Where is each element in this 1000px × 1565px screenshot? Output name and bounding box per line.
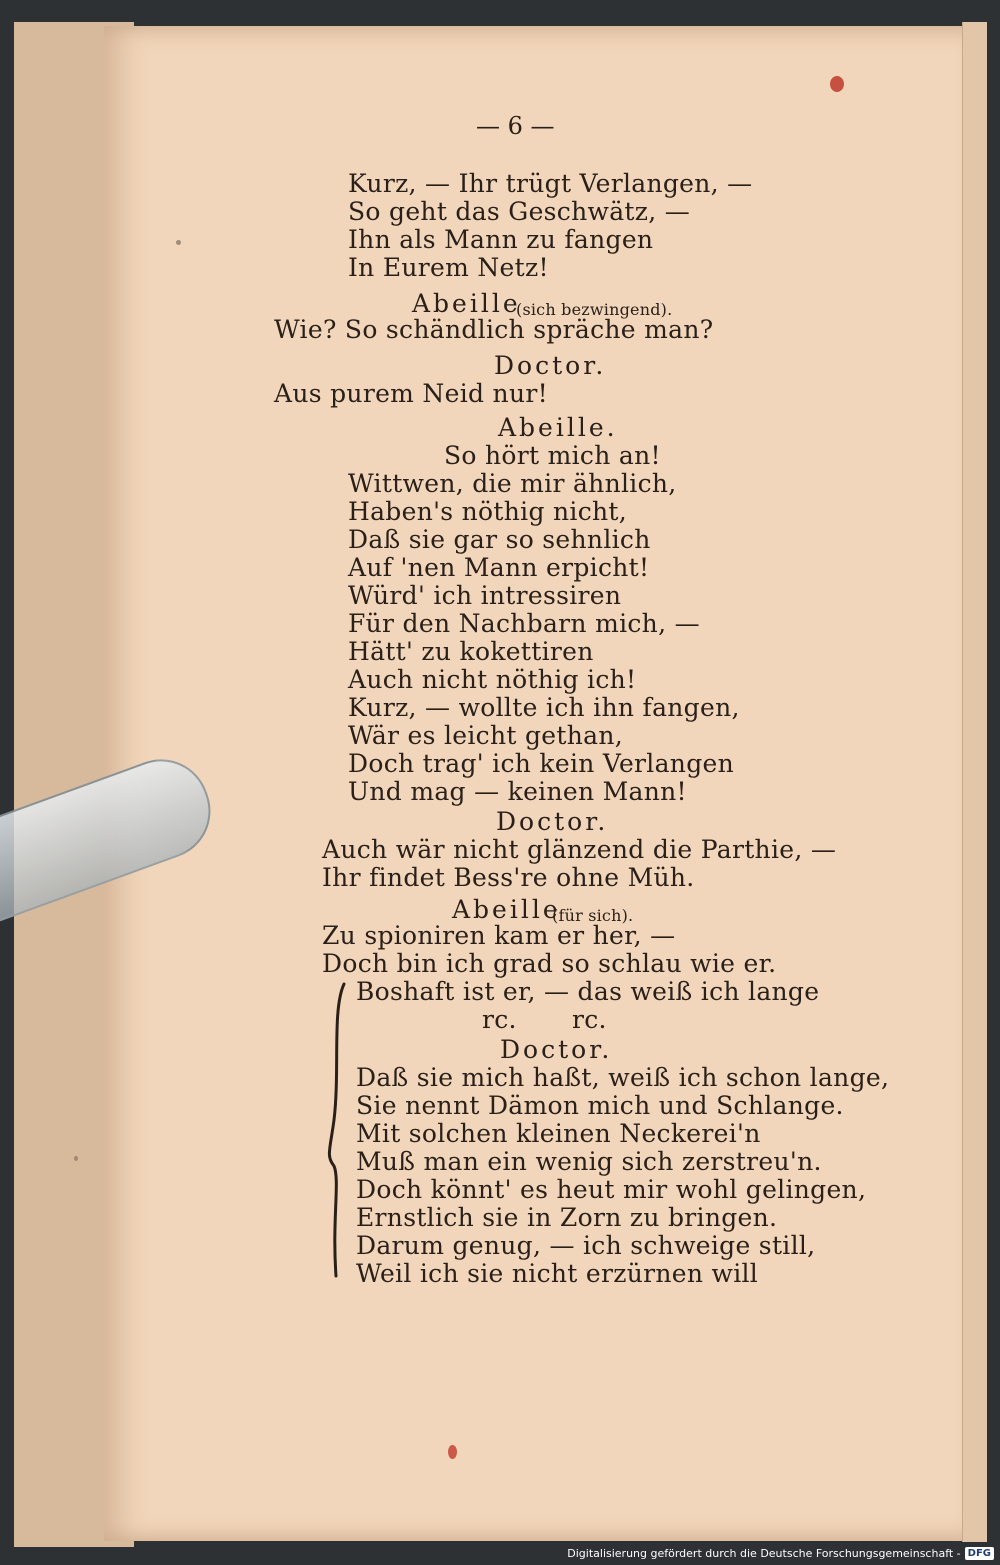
dirt-spot	[74, 1156, 78, 1161]
verse-line: So hört mich an!	[444, 441, 661, 470]
red-ink-spot	[830, 76, 844, 92]
speaker-name: Doctor.	[500, 1035, 613, 1064]
verse-line: Auch wär nicht glänzend die Parthie, —	[322, 835, 837, 864]
speaker-name: Abeille.	[498, 413, 618, 442]
verse-line: Muß man ein wenig sich zerstreu'n.	[356, 1147, 822, 1176]
abbreviation-etc: rc.	[482, 1005, 517, 1034]
dirt-spot	[176, 240, 181, 245]
verse-line: Zu spioniren kam er her, —	[322, 921, 676, 950]
verse-line: Hätt' zu kokettiren	[348, 637, 594, 666]
verse-line: Doch könnt' es heut mir wohl gelingen,	[356, 1175, 867, 1204]
verse-line: Auch nicht nöthig ich!	[348, 665, 637, 694]
footer-credit	[567, 1543, 994, 1563]
verse-line: Kurz, — wollte ich ihn fangen,	[348, 693, 740, 722]
verse-line: Wittwen, die mir ähnlich,	[348, 469, 677, 498]
verse-line: Sie nennt Dämon mich und Schlange.	[356, 1091, 844, 1120]
dfg-logo: DFG	[965, 1547, 994, 1560]
verse-line: Auf 'nen Mann erpicht!	[348, 553, 650, 582]
footer-text: Digitalisierung gefördert durch die Deutsche Forschungsgemeinschaft -	[567, 1546, 961, 1560]
stage-direction: (sich bezwingend).	[516, 300, 673, 319]
stage-direction: (für sich).	[552, 906, 634, 925]
verse-line: Ihr findet Bess're ohne Müh.	[322, 863, 695, 892]
verse-line: Boshaft ist er, — das weiß ich lange	[356, 977, 820, 1006]
verse-line: Doch trag' ich kein Verlangen	[348, 749, 735, 778]
handwritten-bracket	[320, 980, 350, 1280]
speaker-name: Abeille	[452, 895, 561, 924]
verse-line: Für den Nachbarn mich, —	[348, 609, 700, 638]
verse-line: Aus purem Neid nur!	[274, 379, 548, 408]
verse-line: So geht das Geschwätz, —	[348, 197, 691, 226]
verse-line: Kurz, — Ihr trügt Verlangen, —	[348, 169, 753, 198]
page-edge	[962, 22, 987, 1542]
verse-line: Mit solchen kleinen Neckerei'n	[356, 1119, 761, 1148]
verse-line: Ernstlich sie in Zorn zu bringen.	[356, 1203, 778, 1232]
verse-line: Wie? So schändlich spräche man?	[274, 315, 714, 344]
verse-line: Weil ich sie nicht erzürnen will	[356, 1259, 759, 1288]
verse-line: Würd' ich intressiren	[348, 581, 622, 610]
verse-line: Daß sie gar so sehnlich	[348, 525, 651, 554]
verse-line: Haben's nöthig nicht,	[348, 497, 627, 526]
verse-line: Daß sie mich haßt, weiß ich schon lange,	[356, 1063, 890, 1092]
speaker-name: Doctor.	[496, 807, 609, 836]
speaker-name: Doctor.	[494, 351, 607, 380]
speaker-name: Abeille	[412, 289, 521, 318]
page-number: — 6 —	[476, 112, 555, 140]
verse-line: Ihn als Mann zu fangen	[348, 225, 654, 254]
red-ink-spot	[448, 1445, 457, 1459]
abbreviation-etc: rc.	[572, 1005, 607, 1034]
verse-line: Darum genug, — ich schweige still,	[356, 1231, 816, 1260]
verse-line: Und mag — keinen Mann!	[348, 777, 687, 806]
verse-line: Doch bin ich grad so schlau wie er.	[322, 949, 777, 978]
verse-line: Wär es leicht gethan,	[348, 721, 623, 750]
verse-line: In Eurem Netz!	[348, 253, 549, 282]
